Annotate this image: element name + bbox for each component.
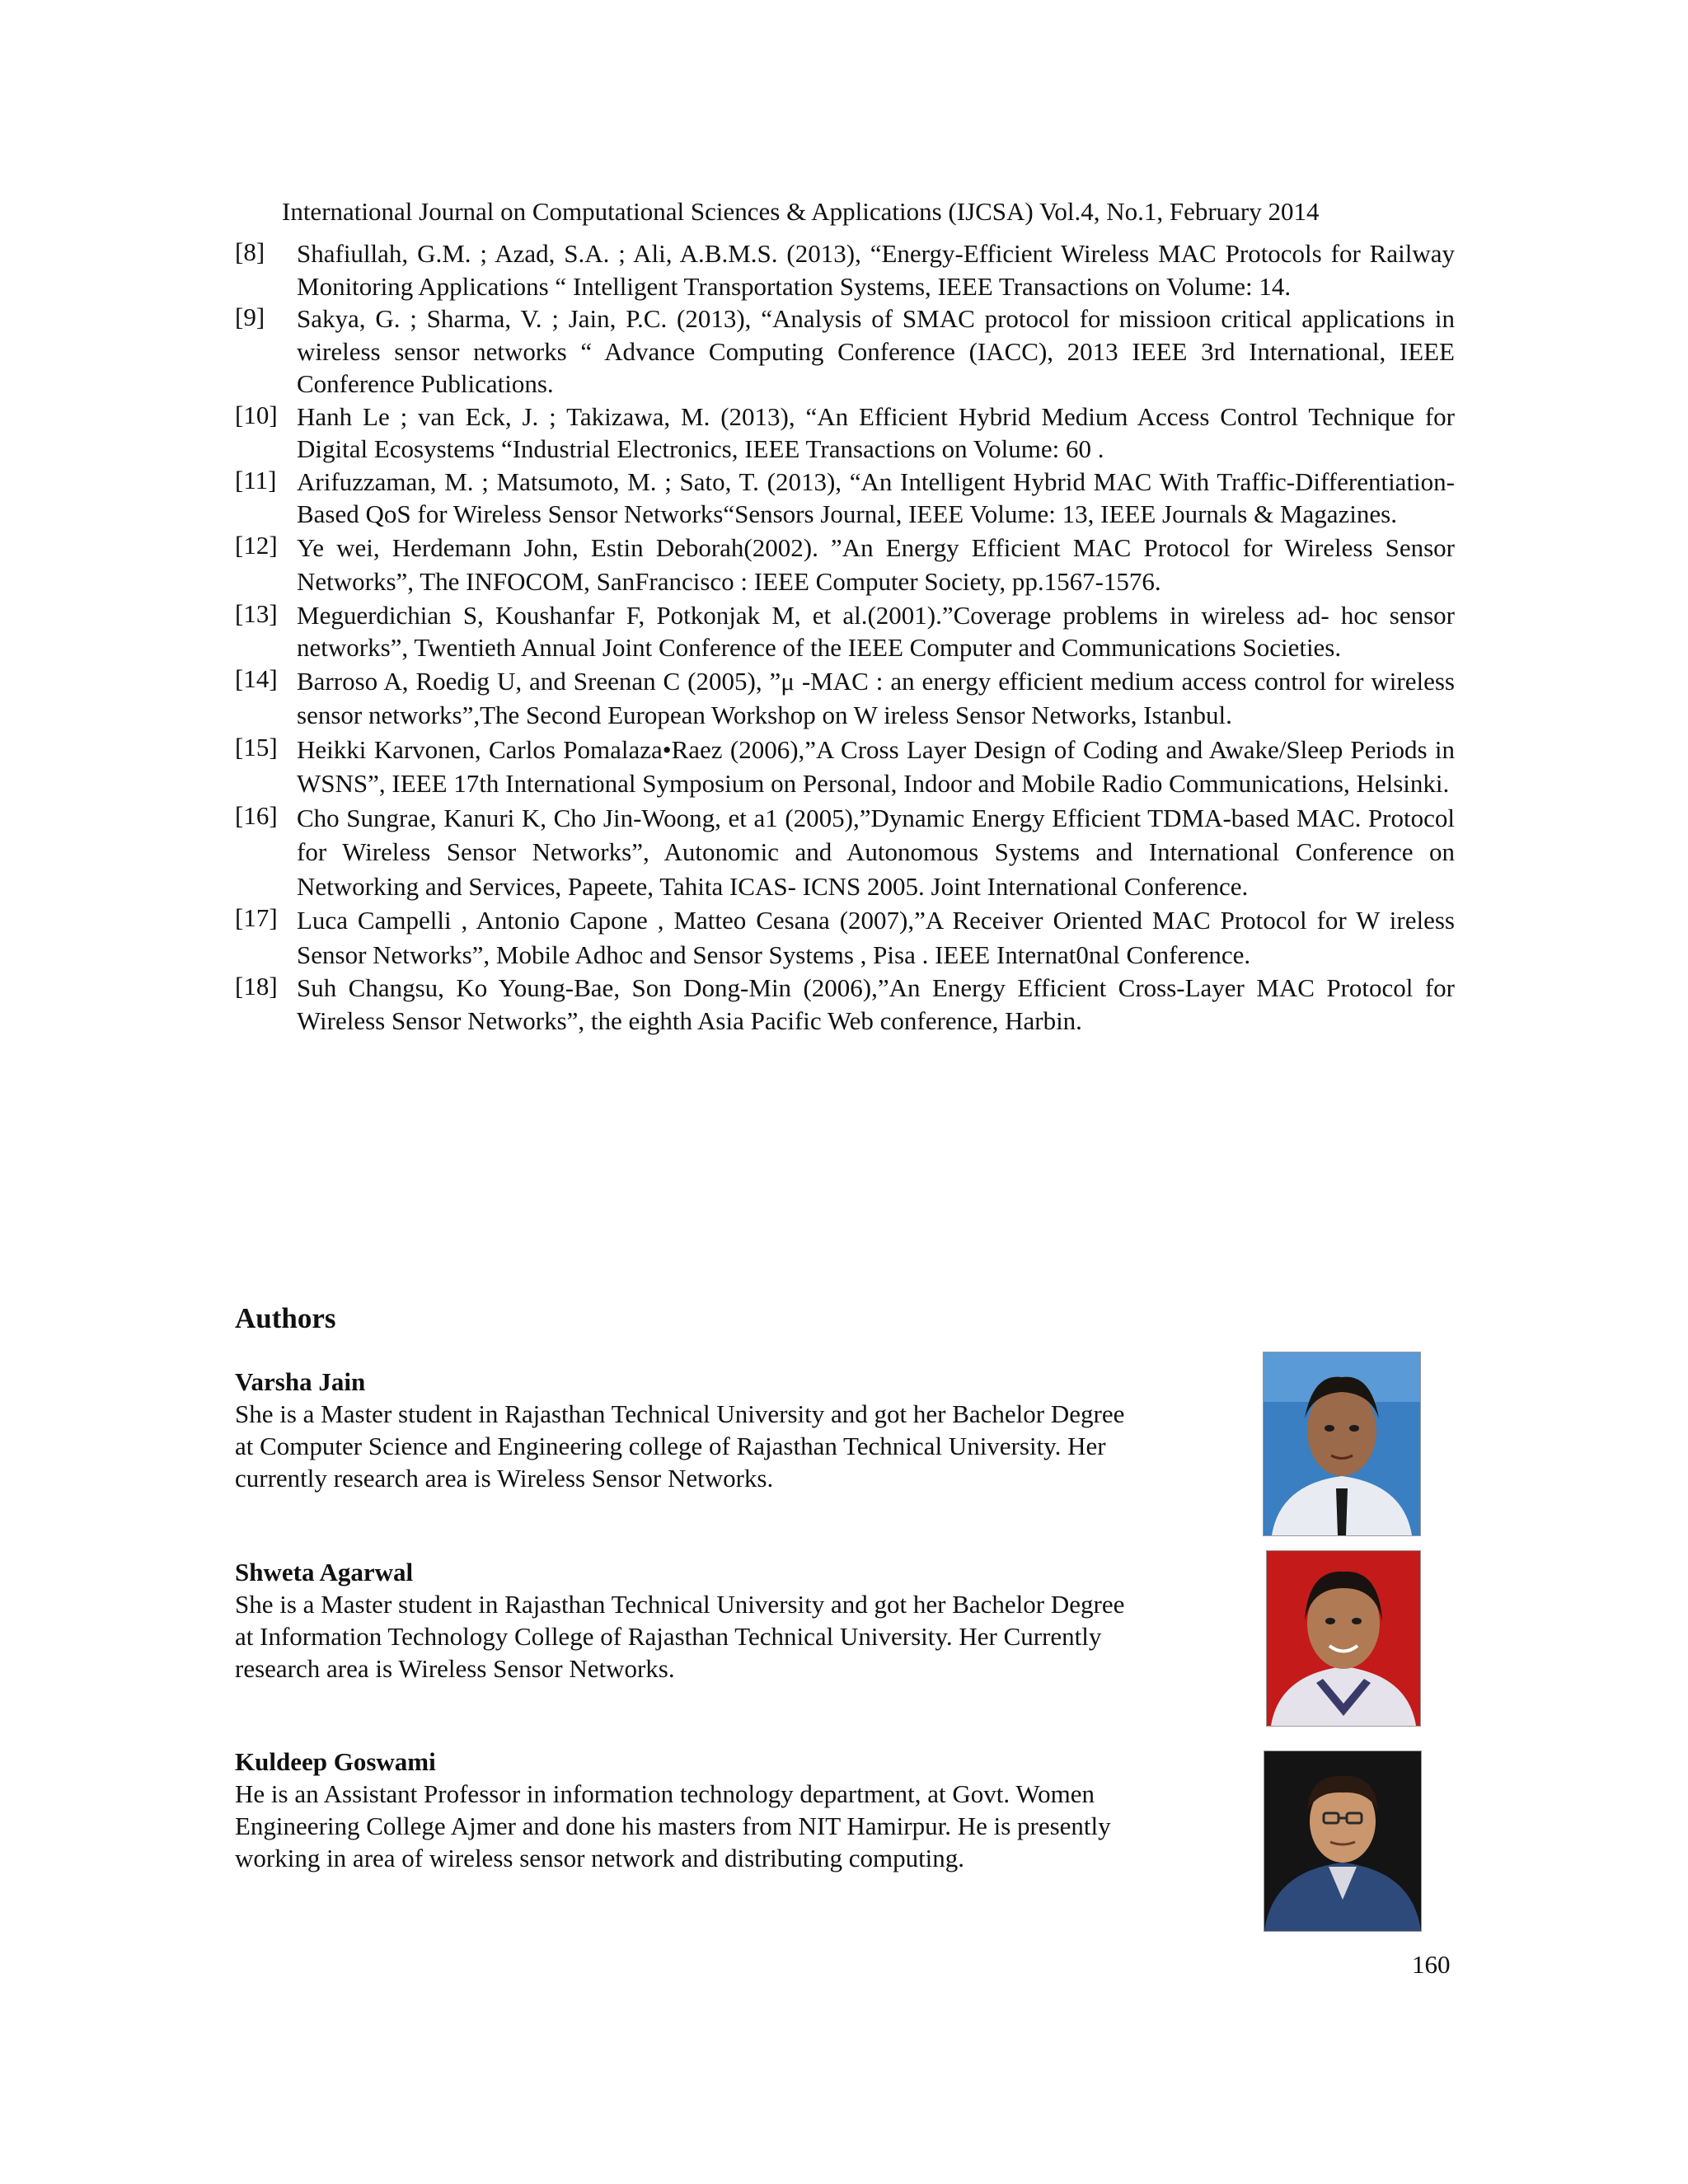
reference-number: [17]	[235, 903, 278, 932]
author-description: She is a Master student in Rajasthan Technical University and got her Bachelor Degree at Information Technology College of Rajasthan Technical University. Her Currently research area is Wireless Sensor Networks.	[235, 1590, 1125, 1683]
reference-text: Sakya, G. ; Sharma, V. ; Jain, P.C. (2013), “Analysis of SMAC protocol for missioon critical applications in wireless sensor networks “ Advance Computing Conference (IACC), 2013 IEEE 3rd International, IEEE Conference Publications.	[297, 304, 1455, 398]
page-number: 160	[1412, 1950, 1451, 1979]
reference-number: [16]	[235, 800, 278, 830]
reference-text: Hanh Le ; van Eck, J. ; Takizawa, M. (2013), “An Efficient Hybrid Medium Access Control Technique for Digital Ecosystems “Industrial Electronics, IEEE Transactions on Volume: 60 .	[297, 401, 1455, 463]
author-photo-kuldeep-goswami	[1264, 1750, 1422, 1932]
author-name: Varsha Jain	[235, 1367, 366, 1396]
reference-number: [9]	[235, 302, 265, 331]
reference-number: [13]	[235, 598, 278, 628]
reference-list	[235, 237, 1455, 1037]
reference-text: Ye wei, Herdemann John, Estin Deborah(2002). ”An Energy Efficient MAC Protocol for Wireless Sensor Networks”, The INFOCOM, SanFrancisco : IEEE Computer Society, pp.1567-1576.	[297, 532, 1455, 596]
reference-item	[235, 972, 1455, 1037]
author-photo-shweta-agarwal	[1266, 1550, 1421, 1727]
reference-item	[235, 531, 1455, 599]
reference-number: [10]	[235, 400, 278, 429]
reference-item	[235, 466, 1455, 531]
reference-text: Luca Campelli , Antonio Capone , Matteo Cesana (2007),”A Receiver Oriented MAC Protocol for W ireless Sensor Networks”, Mobile Adhoc and Sensor Systems , Pisa . IEEE Internat0nal Conference.	[297, 906, 1455, 969]
reference-number: [8]	[235, 237, 265, 266]
reference-item	[235, 401, 1455, 466]
author-name: Shweta Agarwal	[235, 1558, 414, 1586]
author-bio-varsha-jain	[235, 1366, 1142, 1494]
reference-text: Shafiullah, G.M. ; Azad, S.A. ; Ali, A.B.M.S. (2013), “Energy-Efficient Wireless MAC Protocols for Railway Monitoring Applications “ Intelligent Transportation Systems, IEEE Transactions on Volume: 14.	[297, 239, 1455, 301]
running-header: International Journal on Computational Sciences & Applications (IJCSA) Vol.4, No.1, February 2014	[282, 197, 1320, 226]
reference-item	[235, 801, 1455, 904]
author-name: Kuldeep Goswami	[235, 1747, 436, 1776]
reference-number: [14]	[235, 663, 278, 693]
author-description: He is an Assistant Professor in information technology department, at Govt. Women Engineering College Ajmer and done his masters from NIT Hamirpur. He is presently working in area of wireless sensor network and distributing computing.	[235, 1779, 1111, 1872]
reference-number: [15]	[235, 732, 278, 762]
reference-item	[235, 599, 1455, 664]
reference-item	[235, 664, 1455, 733]
author-description: She is a Master student in Rajasthan Technical University and got her Bachelor Degree at Computer Science and Engineering college of Rajasthan Technical University. Her currently research area is Wireless Sensor Networks.	[235, 1399, 1125, 1493]
reference-item	[235, 903, 1455, 972]
author-bio-kuldeep-goswami	[235, 1746, 1142, 1874]
author-photo-varsha-jain	[1263, 1352, 1421, 1536]
reference-number: [18]	[235, 972, 278, 1001]
reference-text: Heikki Karvonen, Carlos Pomalaza•Raez (2006),”A Cross Layer Design of Coding and Awake/Sleep Periods in WSNS”, IEEE 17th International Symposium on Personal, Indoor and Mobile Radio Communications, Helsinki.	[297, 734, 1455, 798]
reference-number: [11]	[235, 465, 277, 494]
reference-text: Cho Sungrae, Kanuri K, Cho Jin-Woong, et a1 (2005),”Dynamic Energy Efficient TDMA-based MAC. Protocol for Wireless Sensor Networks”, Autonomic and Autonomous Systems and International Conference on Networking and Services, Papeete, Tahita ICAS- ICNS 2005. Joint International Conference.	[297, 803, 1455, 901]
author-bio-shweta-agarwal	[235, 1556, 1142, 1685]
reference-text: Arifuzzaman, M. ; Matsumoto, M. ; Sato, T. (2013), “An Intelligent Hybrid MAC With Traffic-Differentiation-Based QoS for Wireless Sensor Networks“Sensors Journal, IEEE Volume: 13, IEEE Journals & Magazines.	[297, 466, 1455, 528]
reference-item	[235, 237, 1455, 302]
reference-item	[235, 302, 1455, 401]
reference-text: Meguerdichian S, Koushanfar F, Potkonjak M, et al.(2001).”Coverage problems in wireless ad- hoc sensor networks”, Twentieth Annual Joint Conference of the IEEE Computer and Communications Societies.	[297, 600, 1455, 662]
authors-heading: Authors	[235, 1302, 336, 1334]
reference-text: Barroso A, Roedig U, and Sreenan C (2005), ”μ -MAC : an energy efficient medium access control for wireless sensor networks”,The Second European Workshop on W ireless Sensor Networks, Istanbul.	[297, 666, 1455, 729]
reference-item	[235, 733, 1455, 801]
reference-text: Suh Changsu, Ko Young-Bae, Son Dong-Min (2006),”An Energy Efficient Cross-Layer MAC Protocol for Wireless Sensor Networks”, the eighth Asia Pacific Web conference, Harbin.	[297, 973, 1455, 1035]
reference-number: [12]	[235, 530, 278, 560]
